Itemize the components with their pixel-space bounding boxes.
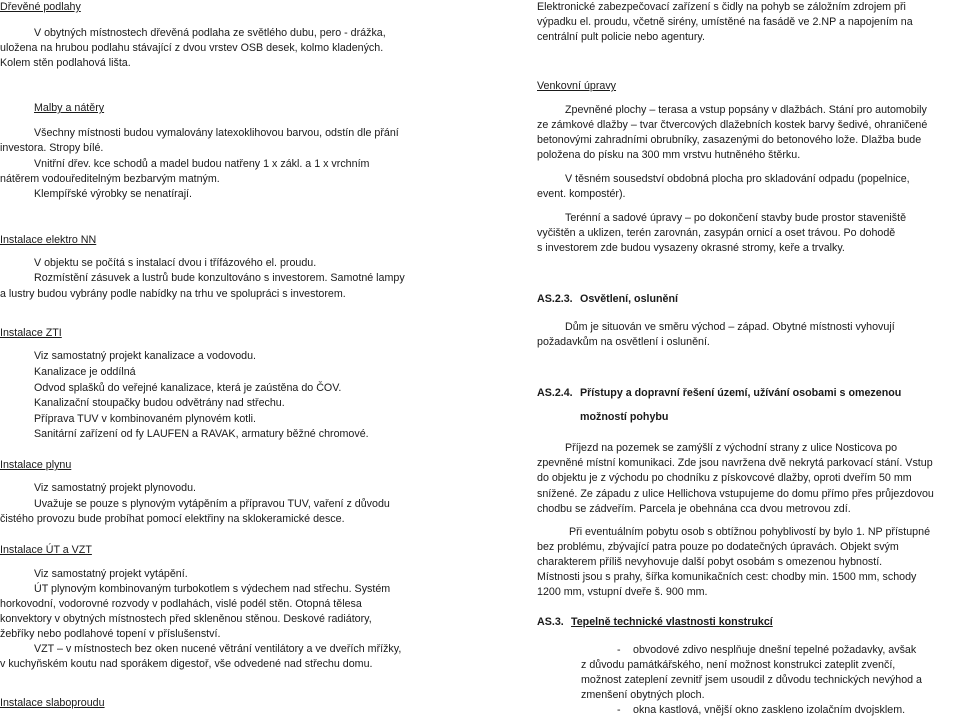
paint-text: investora. Stropy bílé. — [0, 142, 104, 154]
list-bullet: - — [617, 704, 621, 716]
access-text: chodbu se zádveřím. Parcela je obehnána cca dvou metrovou zdí. — [537, 503, 851, 515]
lighting-text: Dům je situován ve směru východ – západ. Obytné místnosti vyhovují — [565, 321, 895, 333]
ut-text: VZT – v místnostech bez oken nucené větrání ventilátory a ve dveřích mřížky, — [34, 643, 402, 655]
zti-heading: Instalace ZTI — [0, 327, 62, 339]
outdoor-text: Terénní a sadové úpravy – po dokončení stavby bude prostor staveniště — [565, 212, 907, 224]
section-number: AS.2.4. — [537, 387, 573, 399]
lighting-text: požadavkům na osvětlení i oslunění. — [537, 336, 710, 348]
outdoor-text: event. kompostér). — [537, 188, 626, 200]
ut-text: konvektory v obytných místnostech před skleněnou stěnou. Deskové radiátory, — [0, 613, 372, 625]
paint-text: Všechny místnosti budou vymalovány latexoklihovou barvou, odstín dle přání — [34, 127, 399, 139]
access-text: do objektu je z východu po chodníku z pískovcové dlažby, oproti dveřím 50 mm — [537, 472, 912, 484]
gas-text: čistého provozu bude probíhat pomocí elektřiny na sklokeramické desce. — [0, 513, 345, 525]
elec-text: a lustry budou vybrány podle nabídky na trhu ve spolupráci s investorem. — [0, 288, 346, 300]
paint-heading: Malby a nátěry — [34, 102, 105, 114]
elec-heading: Instalace elektro NN — [0, 234, 97, 246]
zti-text: Sanitární zařízení od fy LAUFEN a RAVAK, armatury běžné chromové. — [34, 428, 369, 440]
paint-text: Vnitřní dřev. kce schodů a madel budou natřeny 1 x zákl. a 1 x vrchním — [34, 158, 370, 170]
section-title: Tepelně technické vlastnosti konstrukcí — [571, 616, 773, 628]
section-number: AS.2.3. — [537, 293, 573, 305]
thermal-text: zmenšení obytných ploch. — [581, 689, 705, 701]
zti-text: Kanalizační stoupačky budou odvětrány nad střechu. — [34, 397, 285, 409]
outdoor-text: vyčištěn a uklizen, terén zarovnán, zasypán ornicí a oset trávou. Po dohodě — [537, 227, 896, 239]
section-title: možností pohybu — [580, 411, 669, 423]
outdoor-text: betonovými zahradními obrubníky, zasazenými do betonového lože. Dlažba bude — [537, 134, 922, 146]
thermal-text: možnost zateplení zevnitř jsem usoudil z důvodu technických nevýhod a — [581, 674, 922, 686]
outdoor-text: s investorem zde budou vysazeny okrasné stromy, keře a trvalky. — [537, 242, 845, 254]
floors-text: uložena na hrubou podlahu stávající z dvou vrstev OSB desek, kolmo kladených. — [0, 42, 384, 54]
outdoor-text: V těsném sousedství obdobná plocha pro skladování odpadu (popelnice, — [565, 173, 910, 185]
security-text: výpadku el. proudu, včetně sirény, umístěné na fasádě ve 2.NP a napojením na — [537, 16, 913, 28]
list-bullet: - — [617, 644, 621, 656]
ut-text: žebříky nebo podlahové topení v příslušenství. — [0, 628, 221, 640]
access-text: Příjezd na pozemek se zamýšlí z východní strany z ulice Nosticova po — [565, 442, 898, 454]
security-text: centrální pult policie nebo agentury. — [537, 31, 705, 43]
zti-text: Příprava TUV v kombinovaném plynovém kotli. — [34, 413, 256, 425]
outdoor-text: položena do písku na 300 mm vrstvu hutněného štěrku. — [537, 149, 801, 161]
thermal-text: z důvodu památkářského, není možnost konstrukci zateplit zvenčí, — [581, 659, 896, 671]
thermal-text: okna kastlová, vnější okno zaskleno izolačním dvojsklem. — [633, 704, 906, 716]
floors-text: Kolem stěn podlahová lišta. — [0, 57, 131, 69]
gas-text: Uvažuje se pouze s plynovým vytápěním a přípravou TUV, vaření z důvodu — [34, 498, 390, 510]
floors-heading: Dřevěné podlahy — [0, 1, 81, 13]
security-text: Elektronické zabezpečovací zařízení s čidly na pohyb se záložním zdrojem při — [537, 1, 906, 13]
weak-current-heading: Instalace slaboproudu — [0, 697, 105, 709]
section-title: Přístupy a dopravní řešení území, užívání osobami s omezenou — [580, 387, 902, 399]
gas-heading: Instalace plynu — [0, 459, 72, 471]
thermal-text: obvodové zdivo nesplňuje dnešní tepelné požadavky, avšak — [633, 644, 917, 656]
paint-text: nátěrem vodouředitelným bezbarvým matným. — [0, 173, 220, 185]
access-text: snížené. Ze západu z ulice Hellichova vstupujeme do domu přímo přes průjezdovou — [537, 488, 934, 500]
outdoor-text: ze zámkové dlažby – tvar čtvercových dlažebních kostek barvy šedivé, ohraničené — [537, 119, 928, 131]
ut-text: ÚT plynovým kombinovaným turbokotlem s výdechem nad střechu. Systém — [34, 583, 391, 595]
section-number: AS.3. — [537, 616, 564, 628]
access-text: 1200 mm, vstupní dveře š. 900 mm. — [537, 586, 708, 598]
paint-text: Klempířské výrobky se nenatírají. — [34, 188, 193, 200]
zti-text: Viz samostatný projekt kanalizace a vodovodu. — [34, 350, 256, 362]
elec-text: V objektu se počítá s instalací dvou i třífázového el. proudu. — [34, 257, 317, 269]
ut-text: horkovodní, vodorovné rozvody v podlahách, vislé podél stěn. Otopná tělesa — [0, 598, 362, 610]
ut-text: Viz samostatný projekt vytápění. — [34, 568, 188, 580]
section-title: Osvětlení, oslunění — [580, 293, 678, 305]
ut-text: v kuchyňském koutu nad sporákem digestoř, vše odvedené nad střechu domu. — [0, 658, 373, 670]
elec-text: Rozmístění zásuvek a lustrů bude konzultováno s investorem. Samotné lampy — [34, 272, 405, 284]
access-text: charakterem příliš nevyhovuje další pobyt osobám s omezenou hybností. — [537, 556, 883, 568]
outdoor-heading: Venkovní úpravy — [537, 80, 617, 92]
zti-text: Odvod splašků do veřejné kanalizace, která je zaústěna do ČOV. — [34, 382, 342, 394]
zti-text: Kanalizace je oddílná — [34, 366, 136, 378]
access-text: Při eventuálním pobytu osob s obtížnou pohyblivostí by bylo 1. NP přístupné — [569, 526, 931, 538]
ut-heading: Instalace ÚT a VZT — [0, 544, 92, 556]
access-text: zpevněné místní komunikaci. Zde jsou navržena dvě nekrytá parkovací stání. Vstup — [537, 457, 933, 469]
access-text: Místnosti jsou s prahy, šířka komunikačních cest: chodby min. 1500 mm, schody — [537, 571, 917, 583]
outdoor-text: Zpevněné plochy – terasa a vstup popsány v dlažbách. Stání pro automobily — [565, 104, 927, 116]
access-text: bez problému, zbývající patra pouze po dodatečných úpravách. Objekt svým — [537, 541, 899, 553]
gas-text: Viz samostatný projekt plynovodu. — [34, 482, 196, 494]
floors-text: V obytných místnostech dřevěná podlaha ze světlého dubu, pero - drážka, — [34, 27, 386, 39]
